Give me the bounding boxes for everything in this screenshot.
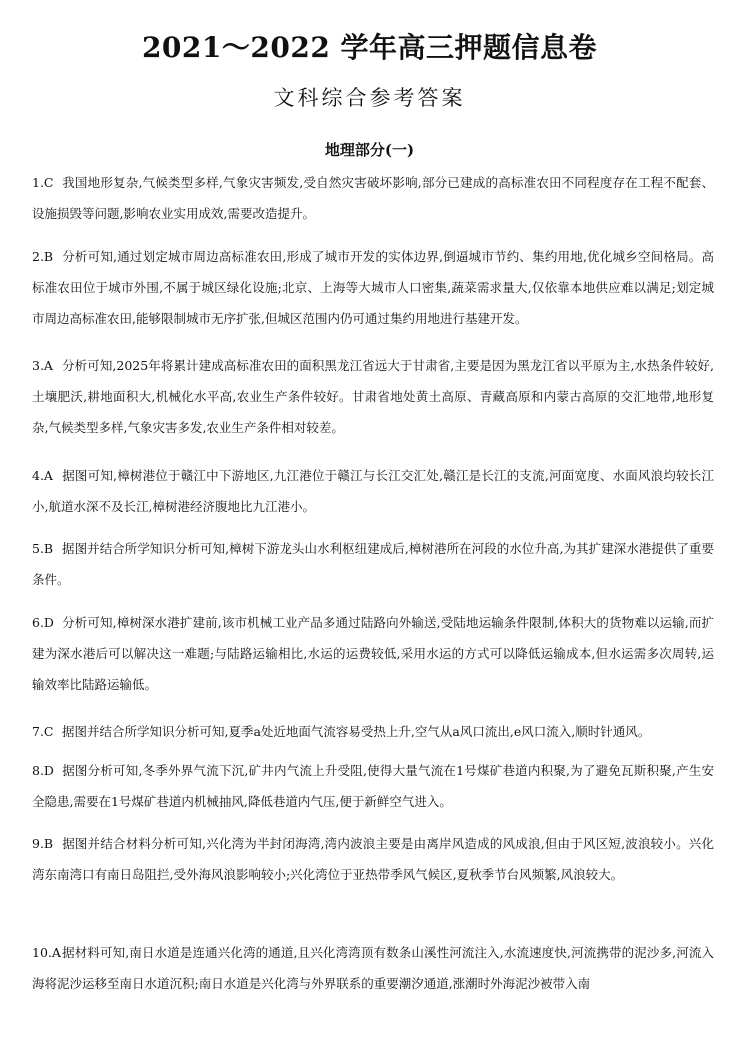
answer-number: 10.A (32, 945, 61, 960)
answer-text: 据图并结合所学知识分析可知,夏季a处近地面气流容易受热上升,空气从a风口流出,e风口流入,顺时针通风。 (62, 724, 651, 739)
answer-text: 分析可知,樟树深水港扩建前,该市机械工业产品多通过陆路向外输送,受陆地运输条件限制,体积大的货物难以运输,而扩建为深水港后可以解决这一难题;与陆路运输相比,水运的运费较低,采用水运的方式可以降低运输成本,但水运需多次周转,运输效率比陆路运输低。 (32, 615, 714, 692)
answer-text: 据图可知,樟树港位于赣江中下游地区,九江港位于赣江与长江交汇处,赣江是长江的支流,河面宽度、水面风浪均较长江小,航道水深不及长江,樟树港经济腹地比九江港小。 (32, 468, 714, 514)
answer-text: 据图分析可知,冬季外界气流下沉,矿井内气流上升受阻,使得大量气流在1号煤矿巷道内积聚,为了避免瓦斯积聚,产生安全隐患,需要在1号煤矿巷道内机械抽风,降低巷道内气压,便于新鲜空气进入。 (32, 763, 714, 809)
answer-item (32, 241, 714, 334)
answer-item (32, 460, 714, 522)
answer-number: 3.A (32, 358, 53, 373)
section-heading: 地理部分(一) (324, 141, 415, 159)
answer-number: 1.C (32, 175, 54, 190)
answer-item (32, 716, 714, 747)
answer-number: 8.D (32, 763, 54, 778)
answer-number: 6.D (32, 615, 54, 630)
answer-number: 5.B (32, 541, 54, 556)
answer-item (32, 533, 714, 595)
answer-text: 据材料可知,南日水道是连通兴化湾的通道,且兴化湾湾顶有数条山溪性河流注入,水流速度快,河流携带的泥沙多,河流入海将泥沙运移至南日水道沉积;南日水道是兴化湾与外界联系的重要潮汐通道,涨潮时外海泥沙被带入南 (32, 945, 714, 991)
answer-item (32, 755, 714, 817)
answer-text: 分析可知,2025年将累计建成高标准农田的面积黑龙江省远大于甘肃省,主要是因为黑龙江省以平原为主,水热条件较好,土壤肥沃,耕地面积大,机械化水平高,农业生产条件较好。甘肃省地处黄土高原、青藏高原和内蒙古高原的交汇地带,地形复杂,气候类型多样,气象灾害多发,农业生产条件相对较差。 (32, 358, 714, 435)
answer-number: 4.A (32, 468, 53, 483)
answer-item (32, 937, 714, 999)
answer-text: 分析可知,通过划定城市周边高标准农田,形成了城市开发的实体边界,倒逼城市节约、集约用地,优化城乡空间格局。高标准农田位于城市外围,不属于城区绿化设施;北京、上海等大城市人口密集,蔬菜需求量大,仅依靠本地供应难以满足;划定城市周边高标准农田,能够限制城市无序扩张,但城区范围内仍可通过集约用地进行基建开发。 (32, 249, 714, 326)
document-title: 2021～2022 学年高三押题信息卷 (141, 31, 598, 64)
answer-item (32, 167, 714, 229)
document-subtitle: 文科综合参考答案 (273, 86, 466, 110)
answer-item (32, 828, 714, 890)
answer-item (32, 607, 714, 700)
answer-text: 据图并结合材料分析可知,兴化湾为半封闭海湾,湾内波浪主要是由离岸风造成的风成浪,但由于风区短,波浪较小。兴化湾东南湾口有南日岛阻拦,受外海风浪影响较小;兴化湾位于亚热带季风气候区,夏秋季节台风频繁,风浪较大。 (32, 836, 714, 882)
answer-item (32, 350, 714, 443)
answer-text: 我国地形复杂,气候类型多样,气象灾害频发,受自然灾害破坏影响,部分已建成的高标准农田不同程度存在工程不配套、设施损毁等问题,影响农业实用成效,需要改造提升。 (32, 175, 714, 221)
answer-number: 2.B (32, 249, 54, 264)
answer-text: 据图并结合所学知识分析可知,樟树下游龙头山水利枢纽建成后,樟树港所在河段的水位升高,为其扩建深水港提供了重要条件。 (32, 541, 714, 587)
answer-number: 9.B (32, 836, 54, 851)
answer-number: 7.C (32, 724, 54, 739)
